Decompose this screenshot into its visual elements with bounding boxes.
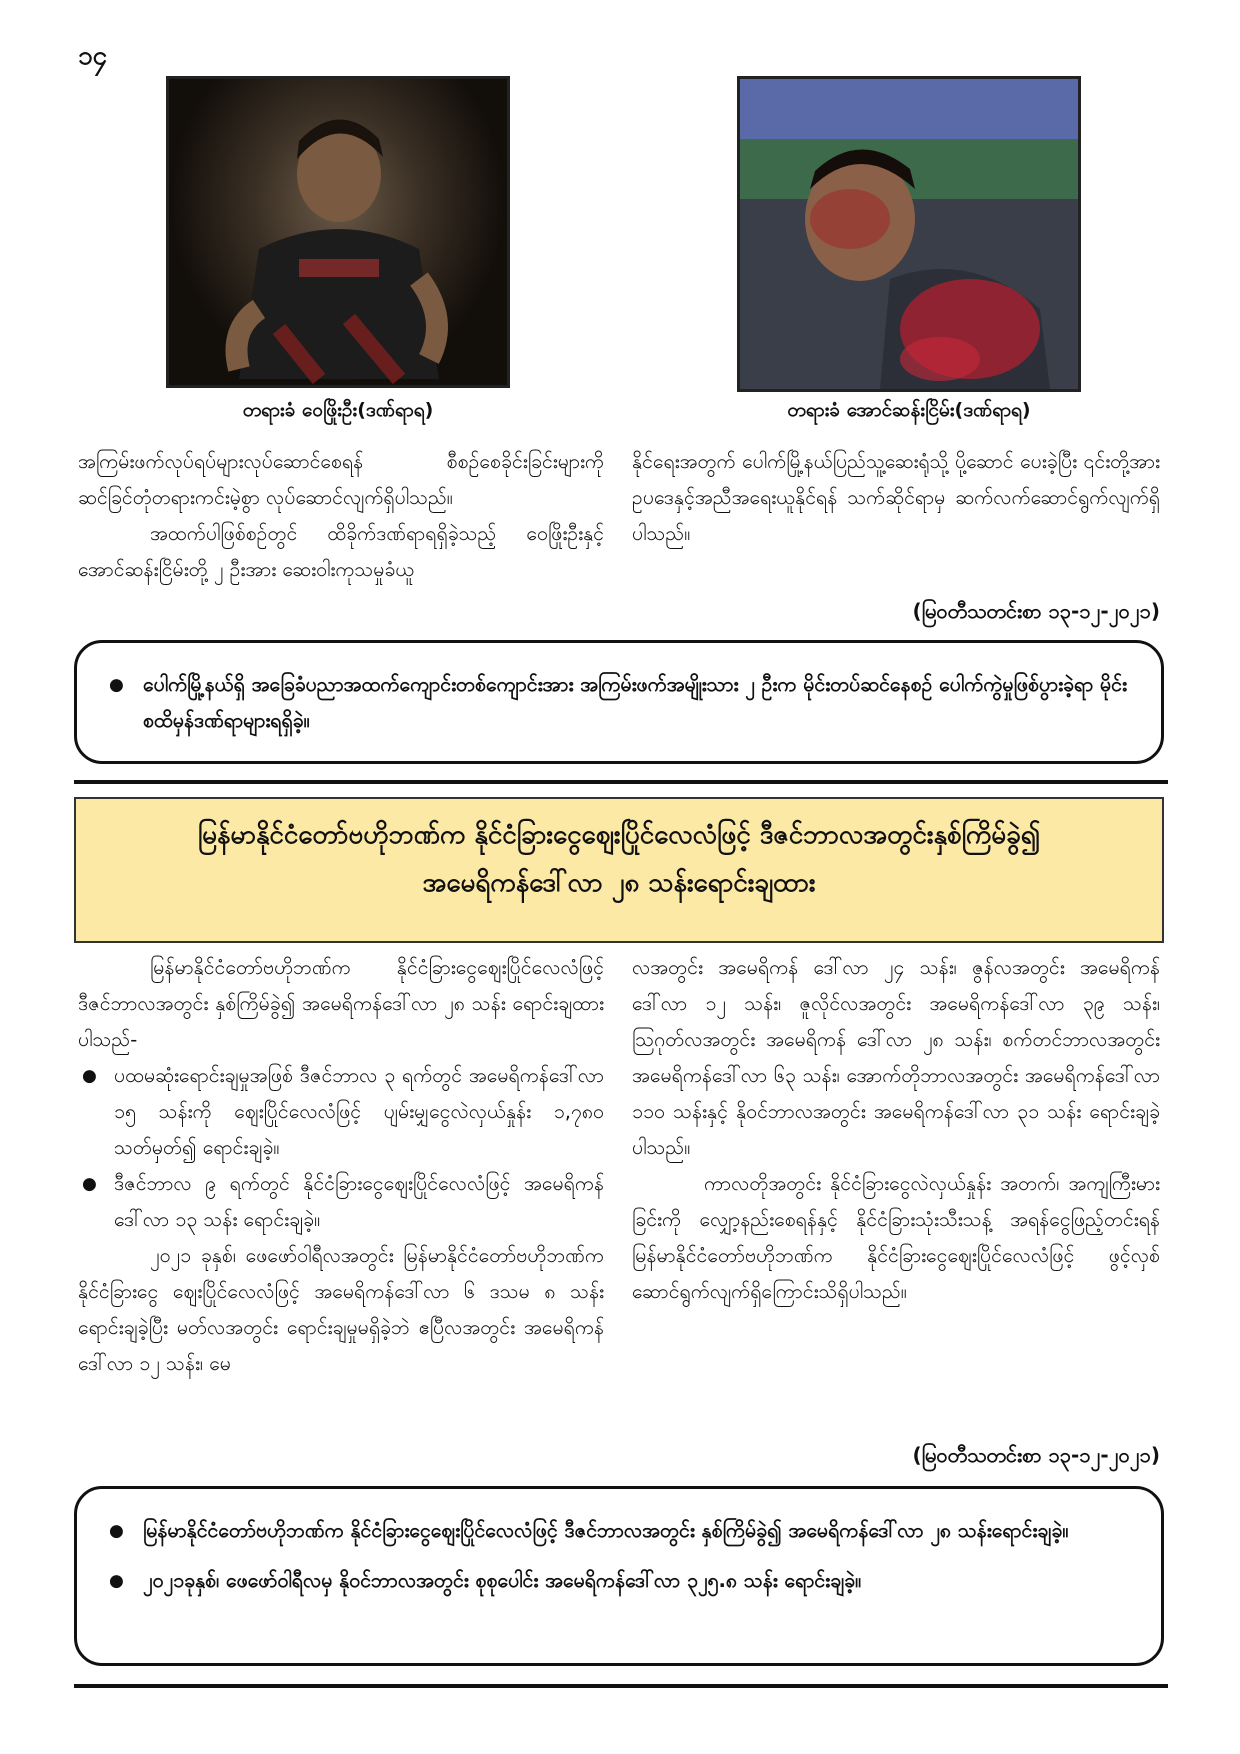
article2-bullet: ● ဒီဇင်ဘာလ ၉ ရက်တွင် နိုင်ငံခြားငွေဈေးပြိုင်လေလံဖြင့် အမေရိကန်ဒေါ်လာ ၁၃ သန်း ရောင်းချခဲ့။ [78, 1166, 604, 1238]
article2-source: (မြဝတီသတင်းစာ ၁၃-၁၂-၂၀၂၁) [912, 1443, 1160, 1467]
photo-caption-right: တရားခံ အောင်ဆန်းငြိမ်း(ဒဏ်ရာရ) [787, 399, 1031, 421]
article2-bullet: ● ပထမဆုံးရောင်းချမှုအဖြစ် ဒီဇင်ဘာလ ၃ ရက်တွင် အမေရိကန်ဒေါ်လာ ၁၅ သန်းကို ဈေးပြိုင်လေလံဖြင့် ပျမ်းမျှငွေလဲလှယ်နှုန်း ၁,၇၈၀ သတ်မှတ်၍ ရောင်းချခဲ့။ [78, 1058, 604, 1166]
summary-box-1 [74, 640, 1164, 764]
headline-line2: အမေရိကန်ဒေါ်လာ ၂၈ သန်းရောင်းချထား [422, 868, 816, 898]
summary1-item: ● ပေါက်မြို့နယ်ရှိ အခြေခံပညာအထက်ကျောင်းတစ်ကျောင်းအား အကြမ်းဖက်အမျိုးသား ၂ ဦးက မိုင်းတပ်ဆင်နေစဉ် ပေါက်ကွဲမှုဖြစ်ပွားခဲ့ရာ မိုင်းစထိမှန်ဒဏ်ရာများရရှိခဲ့။ [95, 667, 1133, 739]
photo-figure-seated-boy [169, 79, 507, 385]
summary2-item: ● မြန်မာနိုင်ငံတော်ဗဟိုဘဏ်က နိုင်ငံခြားငွေဈေးပြိုင်လေလံဖြင့် ဒီဇင်ဘာလအတွင်း နှစ်ကြိမ်ခွဲ၍ အမေရိကန်ဒေါ်လာ ၂၈ သန်းရောင်းချခဲ့။ [95, 1513, 1133, 1549]
article2-col1-paragraph2: ၂၀၂၁ ခုနှစ်၊ ဖေဖော်ဝါရီလအတွင်း မြန်မာနိုင်ငံတော်ဗဟိုဘဏ်က နိုင်ငံခြားငွေ ဈေးပြိုင်လေလံဖြင့် အမေရိကန်ဒေါ်လာ ၆ ဒသမ ၈ သန်း ရောင်းချခဲ့ပြီး မတ်လအတွင်း ရောင်းချမှုမရှိခဲ့ဘဲ ဧပြီလအတွင်း အမေရိကန်ဒေါ်လာ ၁၂ သန်း၊ မေ [78, 1244, 604, 1375]
article2-column2 [632, 950, 1160, 1310]
photo-figure-lying-boy [740, 79, 1078, 389]
photo-injured-wai-phyo-oo [166, 76, 510, 388]
bottom-divider [74, 1684, 1168, 1688]
photo-injured-aung-san-nyein [737, 76, 1081, 392]
page-number: ၁၄ [78, 41, 108, 71]
headline-line1: မြန်မာနိုင်ငံတော်ဗဟိုဘဏ်က နိုင်ငံခြားငွေဈေးပြိုင်လေလံဖြင့် ဒီဇင်ဘာလအတွင်းနှစ်ကြိမ်ခွဲ၍ [197, 820, 1041, 850]
article1-column1 [78, 444, 604, 588]
section-divider [74, 780, 1168, 784]
article2-col2-paragraph2: ကာလတိုအတွင်း နိုင်ငံခြားငွေလဲလှယ်နှုန်း အတက်၊ အကျကြီးမားခြင်းကို လျှော့နည်းစေရန်နှင့် နိုင်ငံခြားသုံးသီးသန့် အရန်ငွေဖြည့်တင်းရန် မြန်မာနိုင်ငံတော်ဗဟိုဘဏ်က နိုင်ငံခြားငွေဈေးပြိုင်လေလံဖြင့် ဖွင့်လှစ်ဆောင်ရွက်လျက်ရှိကြောင်းသိရှိပါသည်။ [632, 1172, 1160, 1303]
article1-col1-paragraph2: အထက်ပါဖြစ်စဉ်တွင် ထိခိုက်ဒဏ်ရာရရှိခဲ့သည့် ဝေဖြိုးဦးနှင့် အောင်ဆန်းငြိမ်းတို့ ၂ ဦးအား ဆေးဝါးကုသမှုခံယူ [78, 522, 604, 581]
article1-col1-paragraph1: အကြမ်းဖက်လုပ်ရပ်များလုပ်ဆောင်စေရန် စီစဉ်စေခိုင်းခြင်းများကို ဆင်ခြင်တုံတရားကင်းမဲ့စွာ လုပ်ဆောင်လျက်ရှိပါသည်။ [78, 450, 604, 509]
summary-box-2 [74, 1486, 1164, 1666]
photo-caption-left: တရားခံ ဝေဖြိုးဦး(ဒဏ်ရာရ) [242, 399, 434, 421]
article2-col2-paragraph1: လအတွင်း အမေရိကန် ဒေါ်လာ ၂၄ သန်း၊ ဇွန်လအတွင်း အမေရိကန်ဒေါ်လာ ၁၂ သန်း၊ ဇူလိုင်လအတွင်း အမေရိကန်ဒေါ်လာ ၃၉ သန်း၊ ဩဂုတ်လအတွင်း အမေရိကန် ဒေါ်လာ ၂၈ သန်း၊ စက်တင်ဘာလအတွင်း အမေရိကန်ဒေါ်လာ ၆၃ သန်း၊ အောက်တိုဘာလအတွင်း အမေရိကန်ဒေါ်လာ ၁၁၀ သန်းနှင့် နိုဝင်ဘာလအတွင်း အမေရိကန်ဒေါ်လာ ၃၁ သန်း ရောင်းချခဲ့ပါသည်။ [632, 956, 1160, 1159]
article1-source: (မြဝတီသတင်းစာ ၁၃-၁၂-၂၀၂၁) [912, 599, 1160, 623]
article2-column1 [78, 950, 604, 1382]
summary2-item: ● ၂၀၂၁ခုနှစ်၊ ဖေဖော်ဝါရီလမှ နိုဝင်ဘာလအတွင်း စုစုပေါင်း အမေရိကန်ဒေါ်လာ ၃၂၅.၈ သန်း ရောင်းချခဲ့။ [95, 1563, 1133, 1599]
article1-column2 [632, 444, 1160, 552]
article2-bullet-list [78, 1058, 604, 1238]
article2-headline [74, 797, 1164, 943]
article1-col2-paragraph1: နိုင်ရေးအတွက် ပေါက်မြို့နယ်ပြည်သူ့ဆေးရုံသို့ ပို့ဆောင် ပေးခဲ့ပြီး ၎င်းတို့အား ဥပဒေနှင့်အညီအရေးယူနိုင်ရန် သက်ဆိုင်ရာမှ ဆက်လက်ဆောင်ရွက်လျက်ရှိပါသည်။ [632, 450, 1160, 545]
article2-intro: မြန်မာနိုင်ငံတော်ဗဟိုဘဏ်က နိုင်ငံခြားငွေဈေးပြိုင်လေလံဖြင့် ဒီဇင်ဘာလအတွင်း နှစ်ကြိမ်ခွဲ၍ အမေရိကန်ဒေါ်လာ ၂၈ သန်း ရောင်းချထားပါသည်- [78, 956, 604, 1051]
